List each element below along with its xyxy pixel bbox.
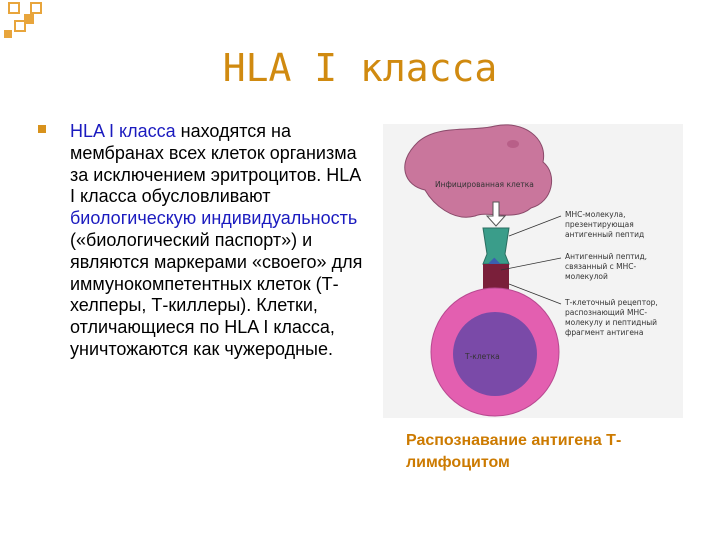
antigen-recognition-figure	[383, 124, 683, 418]
mhc-pointer	[509, 216, 561, 236]
bullet-text	[70, 121, 370, 361]
bullet-text-part2: («биологический паспорт») и являются маркерами «своего» для иммунокомпетентных клеток (Т-хелперы, Т-киллеры). Клетки, отличающиеся по HLA I класса, уничтожаются как чужеродные.	[70, 229, 363, 359]
infected-cell-spot	[507, 140, 519, 148]
peptide-label: Антигенный пептид, связанный с МНС-молекулой	[565, 252, 648, 281]
infected-cell-label: Инфицированная клетка	[435, 180, 534, 189]
t-cell-label: Т-клетка	[465, 352, 500, 361]
bullet-highlight: биологическую индивидуальность	[70, 208, 358, 229]
slide-title: HLA I класса	[222, 46, 498, 90]
bullet-text-part1: находятся на мембранах всех клеток организма за исключением эритроцитов. HLA I класса обусловливают	[70, 121, 361, 207]
figure-caption: Распознавание антигена Т-лимфоцитом	[406, 432, 622, 471]
peptide-pointer	[501, 258, 561, 270]
tcr-label: Т-клеточный рецептор, распознающий МНС-молекулу и пептидный фрагмент антигена	[565, 298, 658, 337]
bullet-marker	[38, 125, 46, 133]
mhc-molecule	[483, 228, 509, 264]
mhc-label: МНС-молекула, презентирующая антигенный пептид	[565, 210, 645, 239]
bullet-lead: HLA I класса	[70, 121, 176, 141]
corner-decoration	[0, 0, 60, 40]
infected-cell	[405, 125, 552, 217]
